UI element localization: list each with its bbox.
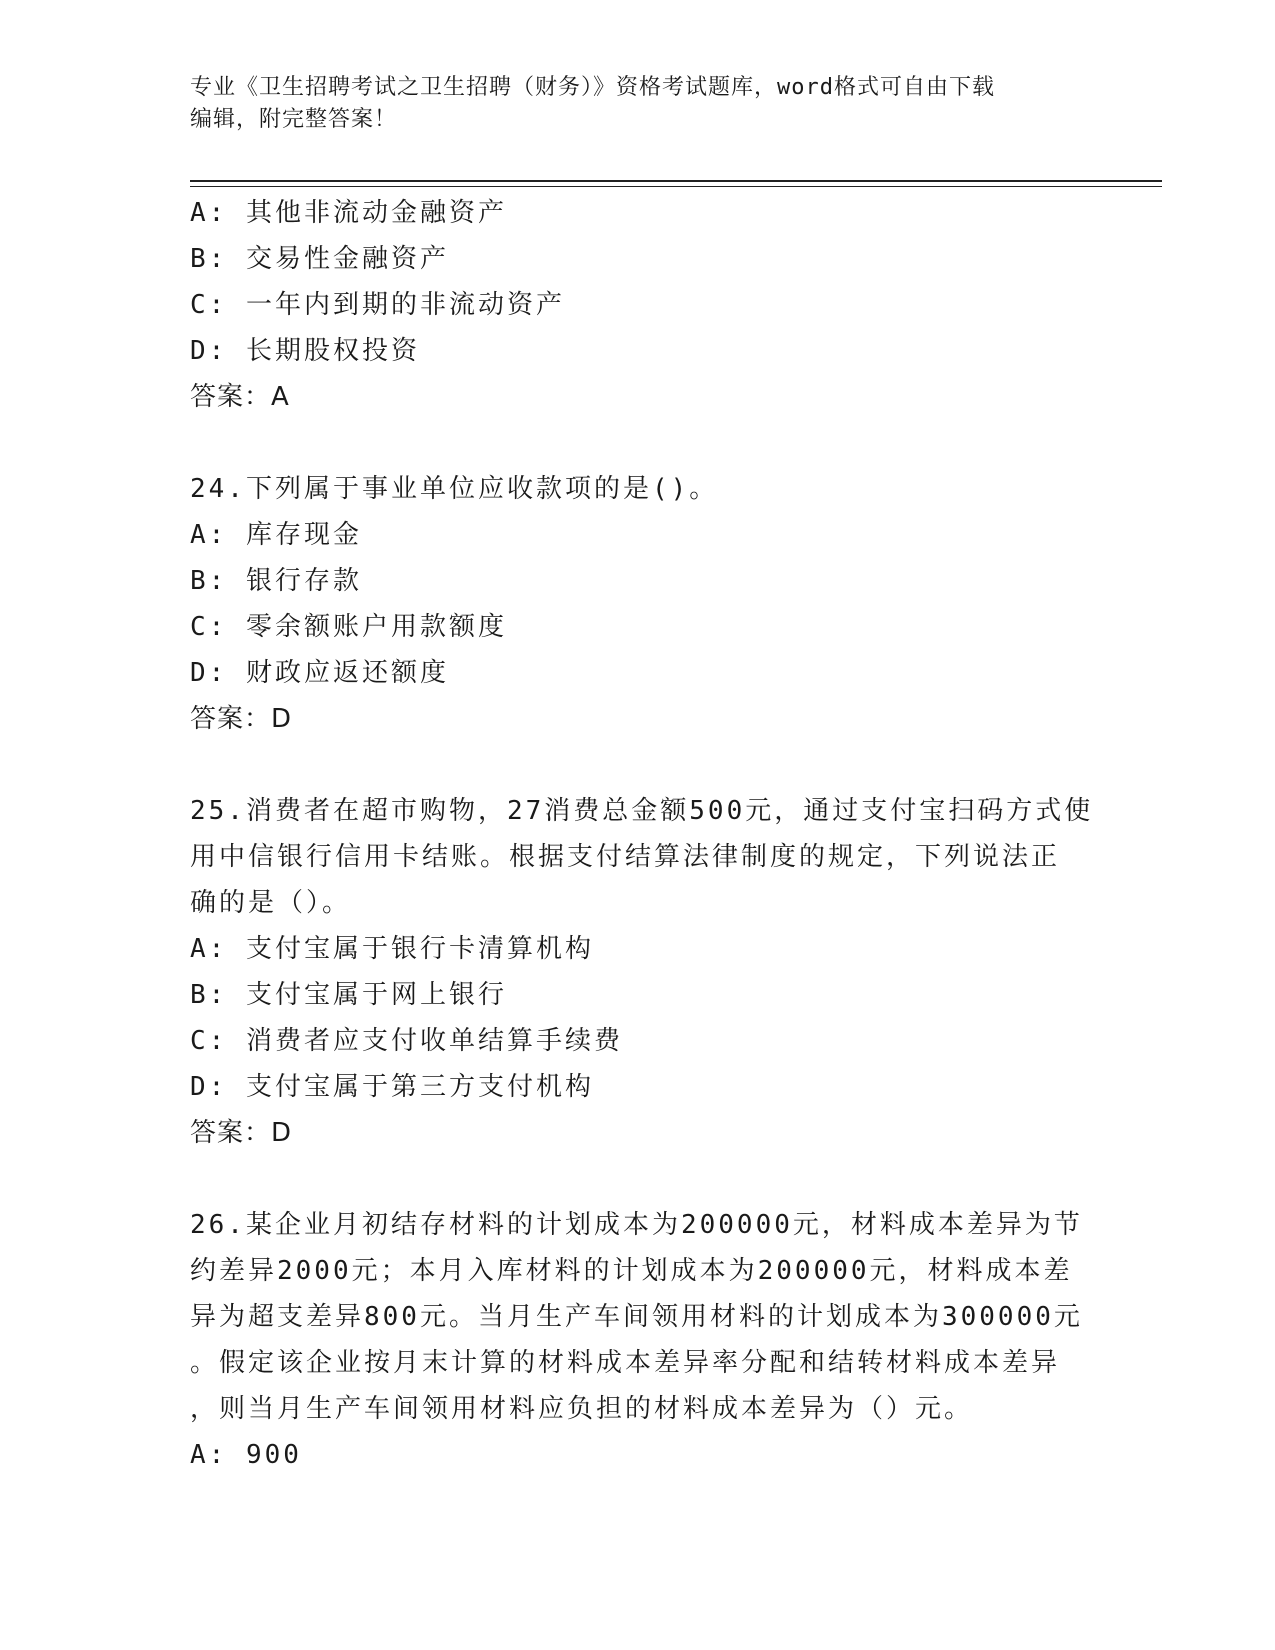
header-divider-thick <box>190 180 1162 182</box>
q24-option-c: C: 零余额账户用款额度 <box>190 612 507 642</box>
q25-option-b: B: 支付宝属于网上银行 <box>190 980 507 1010</box>
q25-stem-line-1: 25.消费者在超市购物，27消费总金额500元，通过支付宝扫码方式使 <box>190 796 1094 826</box>
header-line-1: 专业《卫生招聘考试之卫生招聘（财务）》资格考试题库，word格式可自由下载 <box>190 75 995 100</box>
q26-stem-line-1: 26.某企业月初结存材料的计划成本为200000元，材料成本差异为节 <box>190 1210 1083 1240</box>
q23-option-c: C: 一年内到期的非流动资产 <box>190 290 565 320</box>
header-line-2: 编辑，附完整答案！ <box>190 107 398 132</box>
q26-stem-line-5: ，则当月生产车间领用材料应负担的材料成本差异为（）元。 <box>190 1394 974 1424</box>
q23-answer: 答案：A <box>190 382 290 412</box>
q25-answer: 答案：D <box>190 1118 293 1148</box>
question-25 <box>190 788 1094 1156</box>
question-content <box>190 190 1094 1478</box>
q25-stem-line-3: 确的是（）。 <box>190 888 352 918</box>
q25-option-d: D: 支付宝属于第三方支付机构 <box>190 1072 594 1102</box>
spacer <box>190 1156 1090 1202</box>
q26-stem-line-4: 。假定该企业按月末计算的材料成本差异率分配和结转材料成本差异 <box>190 1348 1061 1378</box>
q24-stem: 24.下列属于事业单位应收款项的是()。 <box>190 474 719 504</box>
q23-option-b: B: 交易性金融资产 <box>190 244 449 274</box>
q24-answer: 答案：D <box>190 704 293 734</box>
spacer <box>190 742 1090 788</box>
q26-stem-line-3: 异为超支差异800元。当月生产车间领用材料的计划成本为300000元 <box>190 1302 1083 1332</box>
header-divider-thin <box>190 186 1162 187</box>
q23-option-a: A: 其他非流动金融资产 <box>190 198 507 228</box>
question-23-options <box>190 190 1090 420</box>
q25-option-c: C: 消费者应支付收单结算手续费 <box>190 1026 623 1056</box>
q26-option-a: A: 900 <box>190 1440 302 1470</box>
q25-option-a: A: 支付宝属于银行卡清算机构 <box>190 934 594 964</box>
document-header <box>190 72 1090 136</box>
question-24 <box>190 466 1090 742</box>
q26-stem-line-2: 约差异2000元；本月入库材料的计划成本为200000元，材料成本差 <box>190 1256 1073 1286</box>
q24-option-a: A: 库存现金 <box>190 520 362 550</box>
spacer <box>190 420 1090 466</box>
q25-stem-line-2: 用中信银行信用卡结账。根据支付结算法律制度的规定，下列说法正 <box>190 842 1061 872</box>
q23-option-d: D: 长期股权投资 <box>190 336 420 366</box>
question-26 <box>190 1202 1090 1478</box>
q24-option-d: D: 财政应返还额度 <box>190 658 449 688</box>
q24-option-b: B: 银行存款 <box>190 566 362 596</box>
